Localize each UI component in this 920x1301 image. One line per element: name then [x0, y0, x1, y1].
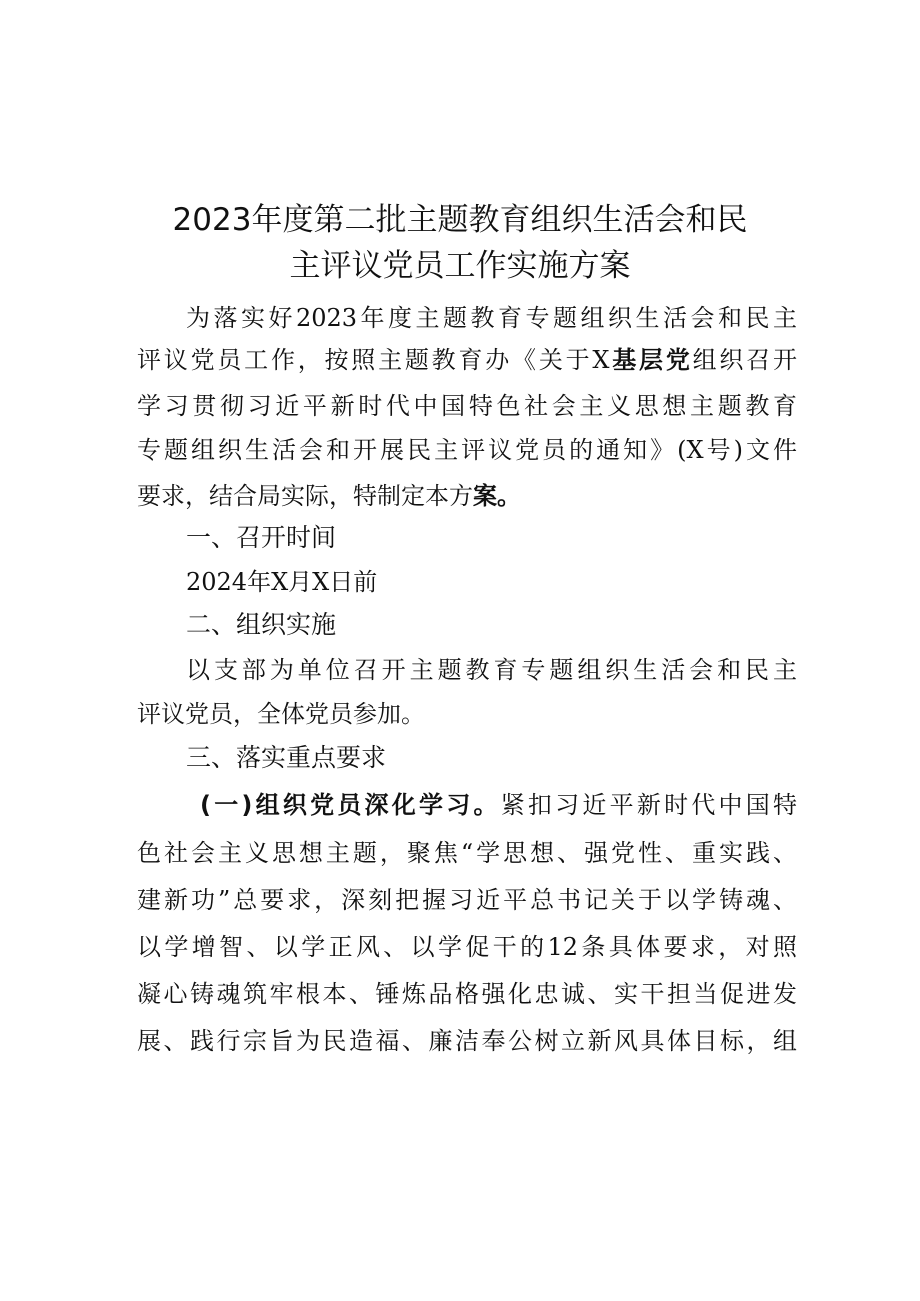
document-title-line-1: 2023年度第二批主题教育组织生活会和民: [172, 202, 748, 238]
document-title-line-2: 主评议党员工作实施方案: [289, 248, 631, 284]
intro-paragraph-line-4: 专题组织生活会和开展民主评议党员的通知》(X号)文件: [137, 436, 797, 464]
intro-line-2-text-b: 组织召开: [692, 346, 798, 374]
section-2-line-2: 评议党员，全体党员参加。: [137, 700, 425, 728]
intro-paragraph-line-2: [137, 340, 797, 380]
intro-line-2-text-a: 评议党员工作，按照主题教育办《关于X: [137, 346, 610, 374]
section-3-line-6: 展、践行宗旨为民造福、廉洁奉公树立新风具体目标，组: [137, 1027, 797, 1055]
section-3-heading: 三、落实重点要求: [186, 743, 387, 772]
sub-1-text: 紧扣习近平新时代中国特: [500, 791, 798, 819]
section-3-line-2: 色社会主义思想主题，聚焦“学思想、强党性、重实践、: [137, 839, 797, 867]
section-3-line-4: 以学增智、以学正风、以学促干的12条具体要求，对照: [137, 933, 797, 961]
section-2-line-1: 以支部为单位召开主题教育专题组织生活会和民主: [186, 656, 797, 684]
section-3-line-5: 凝心铸魂筑牢根本、锤炼品格强化忠诚、实干担当促进发: [137, 980, 797, 1008]
intro-line-5-bold-text: 案。: [473, 482, 521, 510]
intro-paragraph-line-3: 学习贯彻习近平新时代中国特色社会主义思想主题教育: [137, 392, 797, 420]
section-1-heading: 一、召开时间: [186, 523, 337, 552]
intro-paragraph-line-5: [137, 476, 797, 516]
section-3-line-3: 建新功”总要求，深刻把握习近平总书记关于以学铸魂、: [137, 886, 797, 914]
intro-line-2-bold-text: 基层党: [609, 346, 693, 374]
intro-line-5-text: 要求，结合局实际，特制定本方: [137, 482, 473, 510]
section-2-heading: 二、组织实施: [186, 610, 337, 639]
intro-paragraph-line-1: 为落实好2023年度主题教育专题组织生活会和民主: [186, 304, 797, 332]
section-1-body: 2024年X月X日前: [186, 568, 378, 596]
sub-1-bold-heading: (一)组织党员深化学习。: [200, 791, 501, 819]
section-3-sub-1-line-1: [200, 785, 797, 825]
